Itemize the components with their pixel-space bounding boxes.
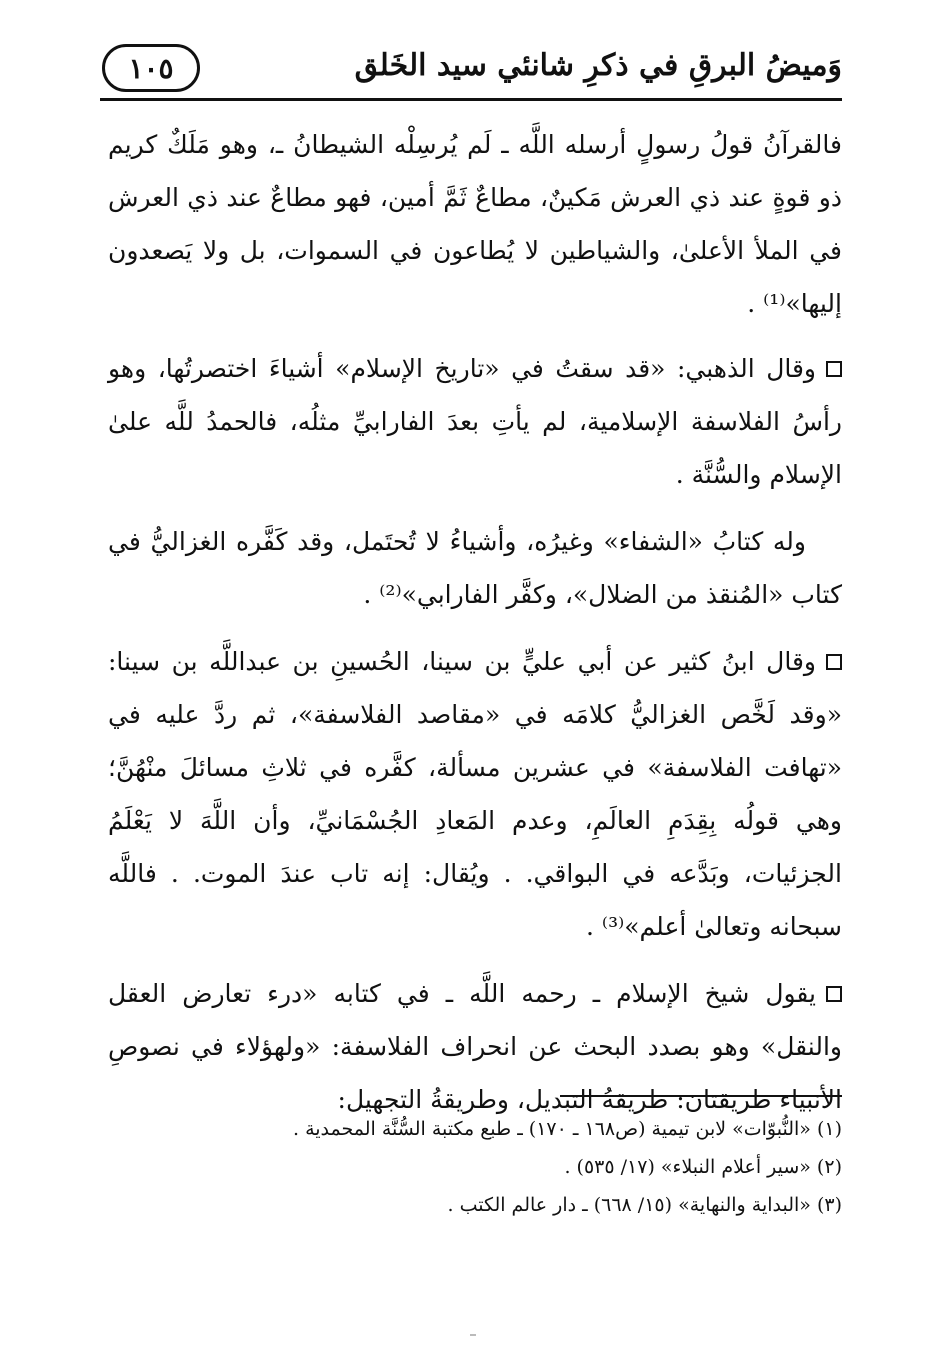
paragraph-text: وقال ابنُ كثير عن أبي عليٍّ بن سينا، الحُسينِ بن عبداللَّه بن سينا: «وقد لَخَّص الغزاليُّ كلامَه في «مقاصد الفلاسفة»، ثم ردَّ عليه في «تهافت الفلاسفة» في عشرين مسألة، كفَّره في ثلاثِ مسائلَ منْهُنَّ؛ وهي قولُه بِقِدَمِ العالَمِ، وعدم المَعادِ الجُسْمَانيِّ، وأن اللَّهَ لا يَعْلَمُ الجزئيات، وبَدَّعه في البواقي. . ويُقال: إنه تاب عندَ الموت. . فاللَّه سبحانه وتعالىٰ أعلم»⁽³⁾ . — [108, 647, 842, 941]
scan-speck — [470, 1334, 476, 1336]
square-marker-icon — [826, 361, 842, 377]
paragraph-5 — [108, 967, 842, 1126]
paragraph-text: فالقرآنُ قولُ رسولٍ أرسله اللَّه ـ لَم يُرسِلْه الشيطانُ ـ، وهو مَلَكٌ كريم ذو قوةٍ عند ذي العرش مَكينٌ، مطاعٌ ثَمَّ أمين، فهو مطاعٌ عند ذي العرش في الملأ الأعلىٰ، والشياطين لا يُطاعون في السموات، بل ولا يَصعدون إليها»⁽¹⁾ . — [108, 130, 842, 318]
paragraph-1 — [108, 118, 842, 330]
footnote-rule — [560, 1095, 842, 1097]
paragraph-3 — [108, 515, 842, 621]
paragraph-text: يقول شيخ الإسلام ـ رحمه اللَّه ـ في كتابه «درء تعارض العقل والنقل» وهو بصدد البحث عن انحراف الفلاسفة: «ولهؤلاء في نصوصِ الأنبياء طريقتان: طريقةُ التبديل، وطريقةُ التجهيل: — [108, 979, 842, 1114]
paragraph-text: وقال الذهبي: «قد سقتُ في «تاريخ الإسلام» أشياءَ اختصرتُها، وهو رأسُ الفلاسفة الإسلامية، لم يأتِ بعدَ الفارابيِّ مثلُه، فالحمدُ للَّه علىٰ الإسلام والسُّنَّة . — [108, 354, 842, 489]
square-marker-icon — [826, 654, 842, 670]
footnote-3: (٣) «البداية والنهاية» (١٥/ ٦٦٨) ـ دار عالم الكتب . — [447, 1194, 842, 1216]
header-rule — [100, 98, 842, 101]
footnotes — [108, 1110, 842, 1224]
paragraph-2 — [108, 342, 842, 501]
page-number-badge: ١٠٥ — [102, 44, 200, 92]
footnote-2: (٢) «سير أعلام النبلاء» (١٧/ ٥٣٥) . — [564, 1156, 842, 1178]
paragraph-4 — [108, 635, 842, 953]
paragraph-text: وله كتابُ «الشفاء» وغيرُه، وأشياءُ لا تُحتَمل، وقد كَفَّره الغزاليُّ في كتاب «المُنقذ من الضلال»، وكفَّر الفارابي»⁽²⁾ . — [108, 527, 842, 609]
main-text — [108, 118, 842, 1140]
page-header — [100, 30, 842, 110]
square-marker-icon — [826, 986, 842, 1002]
footnote-1: (١) «النُّبوّات» لابن تيمية (ص١٦٨ ـ ١٧٠) ـ طبع مكتبة السُّنَّة المحمدية . — [292, 1118, 842, 1140]
running-title: وَميضُ البرقِ في ذكرِ شانئي سيد الخَلق — [354, 48, 842, 83]
